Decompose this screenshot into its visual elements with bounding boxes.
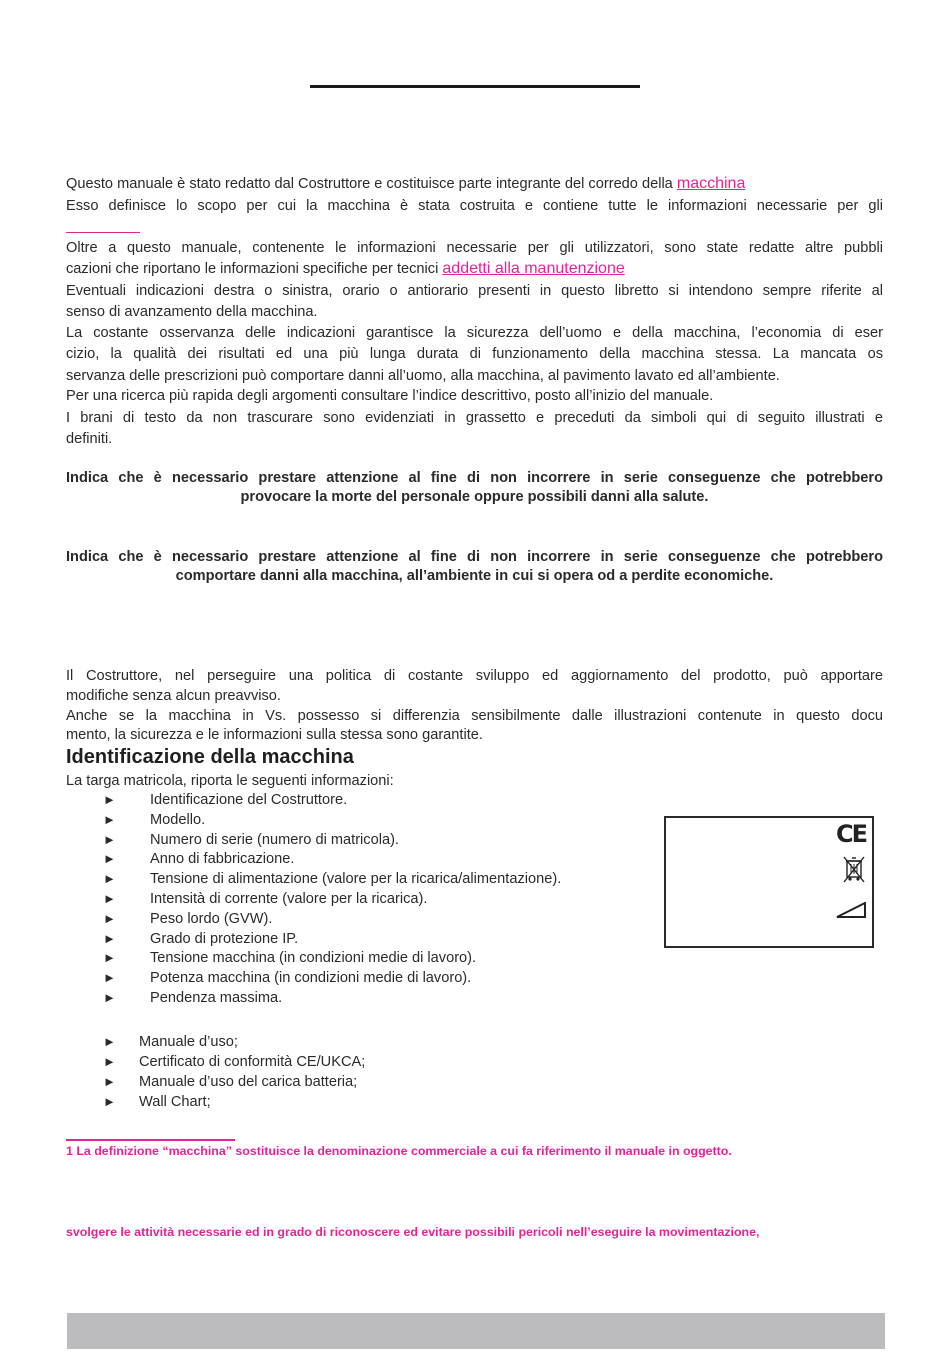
intro-line-2: Esso definisce lo scopo per cui la macchina è stata costruita e contiene tutte le informazioni necessarie per gli bbox=[66, 198, 883, 214]
bullet-arrow-icon: ► bbox=[103, 1074, 116, 1089]
bullet-arrow-icon: ► bbox=[103, 831, 116, 847]
document-item-text: Certificato di conformità CE/UKCA; bbox=[139, 1054, 366, 1070]
maintenance-footnote-link[interactable]: addetti alla manutenzione bbox=[442, 260, 625, 277]
slope-icon bbox=[836, 902, 866, 918]
identification-item-text: Numero di serie (numero di matricola). bbox=[150, 831, 399, 848]
intro-line-8: cizio, la qualità dei risultati ed una più lunga durata di funzionamento della macchina stessa. La mancata os bbox=[66, 346, 883, 362]
title-rule bbox=[310, 85, 640, 88]
identification-item-text: Identificazione del Costruttore. bbox=[150, 792, 348, 808]
intro-line-12: definiti. bbox=[66, 431, 113, 447]
identification-item-text: Modello. bbox=[150, 811, 206, 828]
bullet-arrow-icon: ► bbox=[103, 1094, 116, 1109]
intro-line-5: Eventuali indicazioni destra o sinistra, orario o antiorario presenti in questo libretto si intendono sempre riferite al bbox=[66, 283, 883, 299]
identification-item-text: Tensione macchina (in condizioni medie di lavoro). bbox=[150, 950, 477, 967]
identification-item-text: Intensità di corrente (valore per la ricarica). bbox=[150, 891, 428, 907]
changes-line-4: mento, la sicurezza e le informazioni sulla stessa sono garantite. bbox=[66, 727, 483, 743]
footer-bar bbox=[67, 1313, 885, 1349]
macchina-footnote-link[interactable]: macchina bbox=[676, 175, 746, 192]
intro-line-10: Per una ricerca più rapida degli argomenti consultare l’indice descrittivo, posto all’inizio del manuale. bbox=[66, 388, 714, 404]
bullet-arrow-icon: ► bbox=[103, 1034, 116, 1049]
intro-line-6: senso di avanzamento della macchina. bbox=[66, 304, 318, 320]
bullet-arrow-icon: ► bbox=[103, 950, 116, 966]
intro-line-1: Questo manuale è stato redatto dal Costruttore e costituisce parte integrante del corredo della macchina bbox=[66, 175, 746, 192]
bullet-arrow-icon: ► bbox=[103, 910, 116, 926]
intro-line-11: I brani di testo da non trascurare sono evidenziati in grassetto e preceduti da simboli qui di seguito illustrati e bbox=[66, 410, 883, 426]
identification-heading: Identificazione della macchina bbox=[66, 746, 354, 768]
changes-line-3: Anche se la macchina in Vs. possesso si differenzia sensibilmente dalle illustrazioni contenute in questo docu bbox=[66, 708, 883, 724]
bullet-arrow-icon: ► bbox=[103, 990, 116, 1005]
footnote-rule bbox=[66, 1139, 235, 1141]
identification-item-text: Peso lordo (GVW). bbox=[150, 910, 273, 927]
footnote-2: svolgere le attività necessarie ed in grado di riconoscere ed evitare possibili pericoli nell’eseguire la movimentazione, bbox=[66, 1225, 760, 1239]
ce-mark-icon: CE bbox=[835, 820, 866, 848]
identification-item-text: Pendenza massima. bbox=[150, 990, 283, 1006]
bullet-arrow-icon: ► bbox=[103, 970, 116, 986]
intro-line-3: Oltre a questo manuale, contenente le informazioni necessarie per gli utilizzatori, sono state redatte altre pubbli bbox=[66, 240, 883, 256]
intro-line-9: servanza delle prescrizioni può comportare danni all’uomo, alla macchina, al pavimento lavato ed all’ambiente. bbox=[66, 368, 780, 384]
data-plate bbox=[664, 816, 874, 948]
changes-line-2: modifiche senza alcun preavviso. bbox=[66, 688, 281, 704]
bullet-arrow-icon: ► bbox=[103, 1054, 116, 1069]
bullet-arrow-icon: ► bbox=[103, 851, 116, 867]
bullet-arrow-icon: ► bbox=[103, 891, 116, 906]
bullet-arrow-icon: ► bbox=[103, 792, 116, 807]
danger-warning: Indica che è necessario prestare attenzione al fine di non incorrere in serie conseguenze che potrebbero provocare la morte del personale oppure possibili danni alla salute. bbox=[66, 470, 883, 505]
identification-item-text: Grado di protezione IP. bbox=[150, 930, 299, 947]
document-item-text: Wall Chart; bbox=[139, 1094, 211, 1110]
document-item-text: Manuale d’uso; bbox=[139, 1034, 238, 1050]
identification-item-text: Potenza macchina (in condizioni medie di lavoro). bbox=[150, 970, 472, 987]
identification-intro: La targa matricola, riporta le seguenti informazioni: bbox=[66, 773, 394, 789]
document-item-text: Manuale d’uso del carica batteria; bbox=[139, 1074, 358, 1090]
bullet-arrow-icon: ► bbox=[103, 930, 116, 946]
footnote-ref-rule bbox=[66, 232, 140, 233]
weee-bin-icon bbox=[842, 856, 866, 884]
intro-line-7: La costante osservanza delle indicazioni garantisce la sicurezza dell’uomo e della macchina, l’economia di eser bbox=[66, 325, 883, 341]
changes-line-1: Il Costruttore, nel perseguire una politica di costante sviluppo ed aggiornamento del prodotto, può apportare bbox=[66, 668, 883, 684]
identification-item-text: Anno di fabbricazione. bbox=[150, 851, 295, 868]
bullet-arrow-icon: ► bbox=[103, 871, 116, 887]
intro-line-4: cazioni che riportano le informazioni specifiche per tecnici addetti alla manutenzione bbox=[66, 260, 625, 277]
bullet-arrow-icon: ► bbox=[103, 811, 116, 827]
identification-item-text: Tensione di alimentazione (valore per la ricarica/alimentazione). bbox=[150, 871, 562, 888]
footnote-1: 1 La definizione “macchina” sostituisce la denominazione commerciale a cui fa riferimento il manuale in oggetto. bbox=[66, 1144, 732, 1158]
caution-warning: Indica che è necessario prestare attenzione al fine di non incorrere in serie conseguenze che potrebbero comportare danni alla macchina, all’ambiente in cui si opera od a perdite economiche. bbox=[66, 549, 883, 584]
